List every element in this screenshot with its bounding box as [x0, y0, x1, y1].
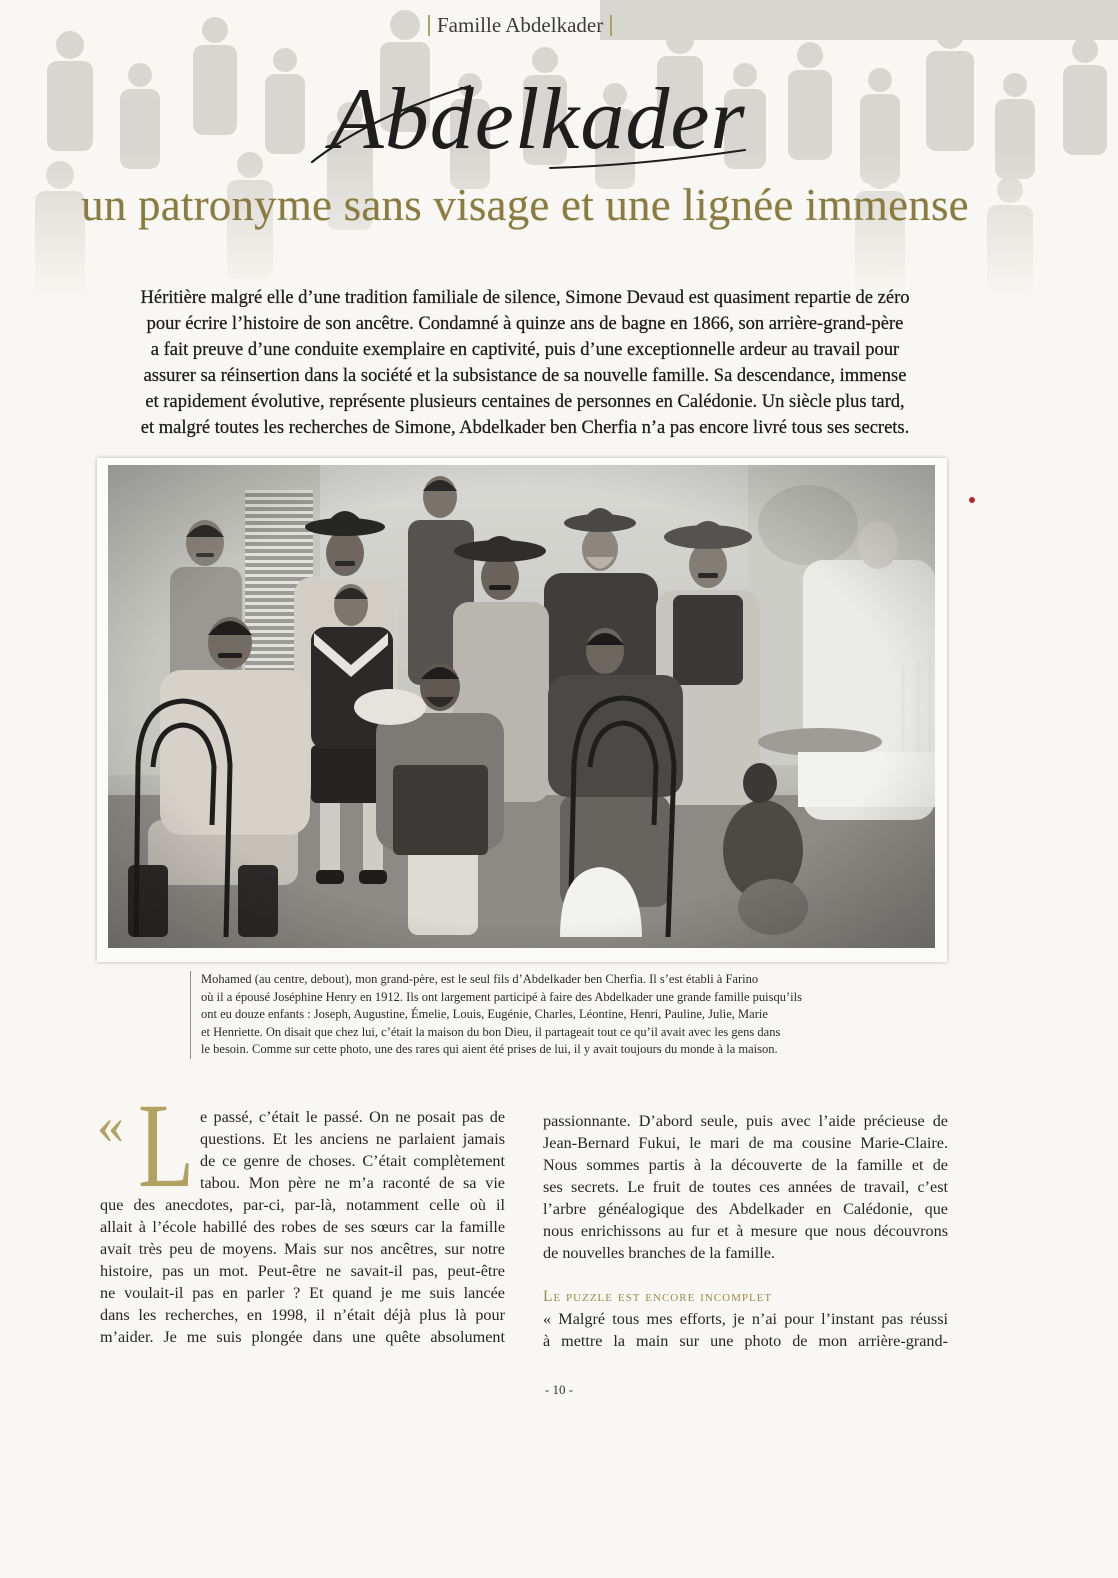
- intro-line: et rapidement évolutive, représente plusieurs centaines de personnes en Calédonie. Un siècle plus tard,: [145, 392, 905, 412]
- intro-paragraph: [80, 285, 970, 441]
- header-divider: [428, 15, 430, 36]
- intro-line: a fait preuve d’une conduite exemplaire en captivité, puis d’une exceptionnelle ardeur au travail pour: [150, 340, 900, 360]
- body-line: e passé, c’était le passé. On ne posait pas de: [200, 1108, 505, 1126]
- body-line: de nouvelles branches de la famille.: [543, 1244, 775, 1262]
- caption-line: et Henriette. On disait que chez lui, c’était la maison du bon Dieu, il partageait tout ce qu’il avait avec les gens dans: [201, 1024, 781, 1039]
- body-line: dans les recherches, en 1998, il n’était déjà plus là pour: [100, 1306, 505, 1324]
- drop-cap: L: [138, 1079, 195, 1213]
- photo-vignette: [108, 465, 935, 948]
- script-title: Abdelkader: [330, 71, 746, 168]
- photo-caption: [190, 971, 802, 1059]
- ink-spot: [969, 497, 975, 503]
- caption-line: où il a épousé Joséphine Henry en 1912. Ils ont largement participé à faire des Abdelkader une grande famille puisqu’ils: [201, 989, 802, 1004]
- body-line: questions. Et les anciens ne parlaient jamais: [200, 1130, 505, 1148]
- caption-line: Mohamed (au centre, debout), mon grand-père, est le seul fils d’Abdelkader ben Cherfia. Il s’est établi à Farino: [201, 972, 759, 986]
- header-divider: [610, 15, 612, 36]
- page-number: - 10 -: [544, 1382, 574, 1397]
- section-header: [428, 12, 612, 38]
- body-line: passionnante. D’abord seule, puis avec l’aide précieuse de: [543, 1112, 948, 1130]
- intro-line: et malgré toutes les recherches de Simone, Abdelkader ben Cherfia n’a pas encore livré tous ses secrets.: [140, 418, 910, 438]
- intro-line: Héritière malgré elle d’une tradition familiale de silence, Simone Devaud est quasiment repartie de zéro: [140, 288, 910, 308]
- intro-line: assurer sa réinsertion dans la société et la subsistance de sa nouvelle famille. Sa descendance, immense: [143, 366, 907, 386]
- body-line: m’aider. Je me suis plongée dans une quête absolument: [100, 1328, 505, 1346]
- body-line: ne voulait-il pas en parler ? Et quand je me suis lancée: [100, 1284, 505, 1302]
- body-line: Nous sommes partis à la découverte de la famille et de: [543, 1156, 948, 1174]
- body-line: Jean-Bernard Fukui, le mari de ma cousine Marie-Claire.: [543, 1134, 948, 1152]
- body-line: histoire, pas un mot. Peut-être ne savait-il pas, peut-être: [100, 1262, 505, 1280]
- drop-quote-mark: «: [97, 1095, 124, 1155]
- body-line: allait à l’école habillé des robes de ses sœurs car la famille: [100, 1218, 505, 1236]
- body-line: tabou. Mon père ne m’a raconté de sa vie: [200, 1174, 505, 1192]
- body-line: l’arbre généalogique des Abdelkader en Calédonie, que: [543, 1200, 948, 1218]
- body-line: que des anecdotes, par-ci, par-là, notamment celle où il: [100, 1196, 505, 1214]
- section-label: Famille Abdelkader: [437, 12, 604, 37]
- caption-line: ont eu douze enfants : Joseph, Augustine, Émelie, Louis, Eugénie, Charles, Léontine, Henri, Pauline, Julie, Marie: [201, 1007, 768, 1021]
- body-line: ses secrets. Le fruit de toutes ces années de travail, c’est: [543, 1178, 948, 1196]
- article-column-left: [100, 1106, 505, 1348]
- body-line: « Malgré tous mes efforts, je n’ai pour l’instant pas réussi: [543, 1310, 948, 1328]
- article-subtitle: un patronyme sans visage et une lignée immense: [81, 180, 969, 230]
- intro-line: pour écrire l’histoire de son ancêtre. Condamné à quinze ans de bagne en 1866, son arrière-grand-père: [146, 314, 904, 334]
- body-line: à mettre la main sur une photo de mon arrière-grand-: [543, 1332, 948, 1350]
- body-line: avait très peu de moyens. Mais sur nos ancêtres, sur notre: [100, 1240, 505, 1258]
- body-line: de ce genre de choses. C’était complètement: [200, 1152, 505, 1170]
- article-column-right: [543, 1110, 948, 1352]
- body-line: nous enrichissons au fur et à mesure que nous découvrons: [543, 1222, 948, 1240]
- group-photo: [108, 465, 935, 948]
- caption-line: le besoin. Comme sur cette photo, une des rares qui aient été prises de lui, il y avait toujours du monde à la maison.: [201, 1042, 778, 1056]
- section-subheading: Le puzzle est encore incomplet: [543, 1288, 773, 1305]
